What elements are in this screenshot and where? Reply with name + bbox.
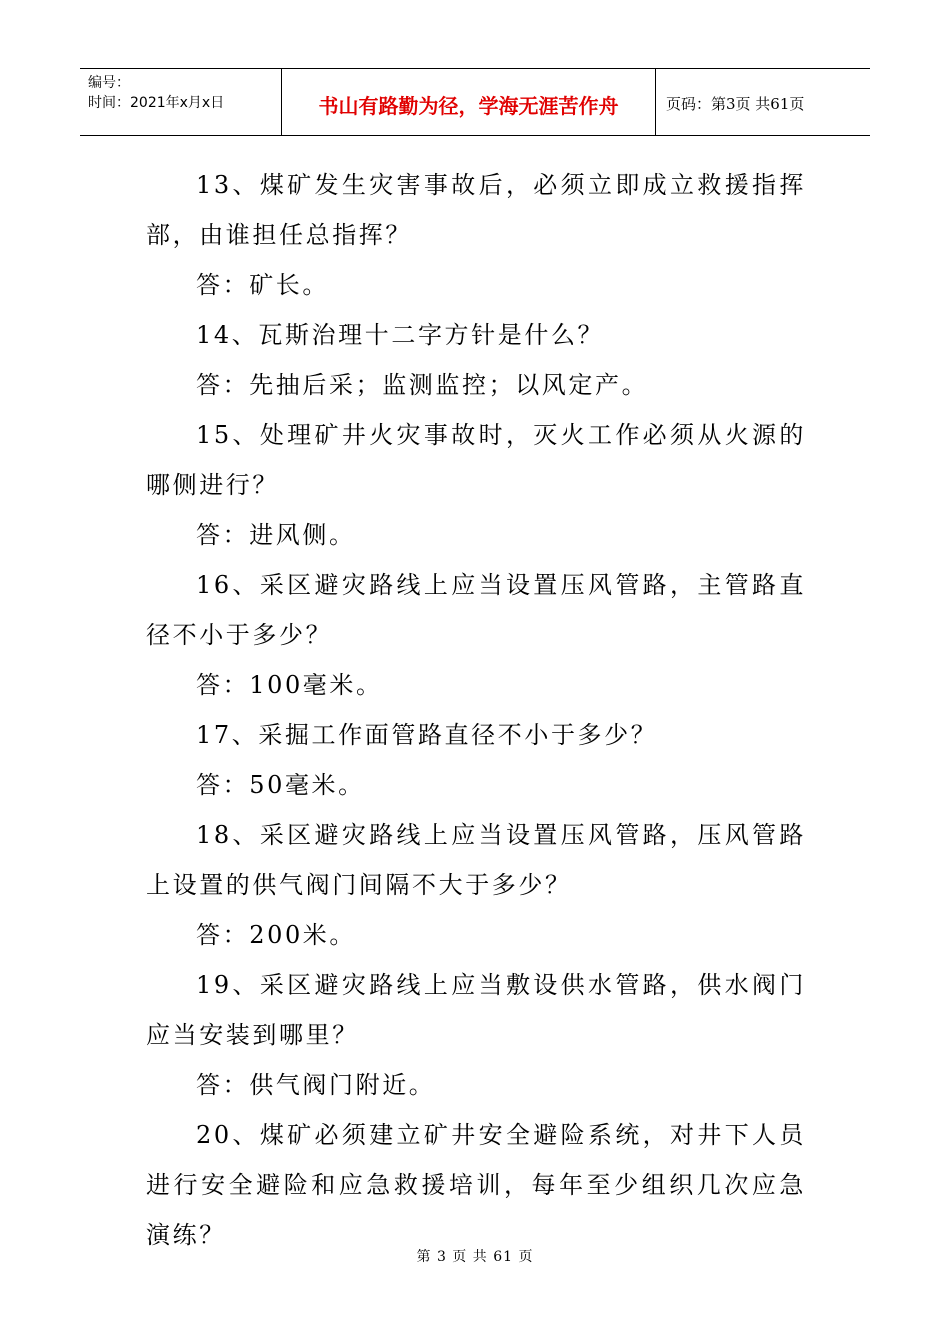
paragraph-question-20: 20、煤矿必须建立矿井安全避险系统，对井下人员进行安全避险和应急救援培训，每年至少组织几次应急演练？ — [146, 1121, 806, 1249]
header-page-info: 页码：第3页 共61页 — [666, 94, 805, 113]
paragraph-question-18: 18、采区避灾路线上应当设置压风管路，压风管路上设置的供气阀门间隔不大于多少？ — [146, 821, 806, 899]
paragraph-answer-18: 答：200米。 — [196, 921, 357, 949]
paragraph-question-19: 19、采区避灾路线上应当敷设供水管路，供水阀门应当安装到哪里？ — [146, 971, 806, 1049]
document-number-label: 编号： — [88, 75, 130, 91]
paragraph-answer-14: 答：先抽后采；监测监控；以风定产。 — [196, 371, 649, 399]
paragraph-question-13: 13、煤矿发生灾害事故后，必须立即成立救援指挥部，由谁担任总指挥？ — [146, 171, 806, 249]
paragraph-answer-17: 答：50毫米。 — [196, 771, 365, 799]
paragraph-answer-15: 答：进风侧。 — [196, 521, 356, 549]
document-header — [80, 68, 870, 136]
paragraph-question-16: 16、采区避灾路线上应当设置压风管路，主管路直径不小于多少？ — [146, 571, 806, 649]
paragraph-question-17: 17、采掘工作面管路直径不小于多少？ — [196, 721, 658, 749]
paragraph-answer-13: 答：矿长。 — [196, 271, 329, 299]
paragraph-answer-16: 答：100毫米。 — [196, 671, 383, 699]
document-time-label: 时间：2021年x月x日 — [88, 95, 225, 111]
paragraph-answer-19: 答：供气阀门附近。 — [196, 1071, 436, 1099]
paragraph-question-15: 15、处理矿井火灾事故时，灭火工作必须从火源的哪侧进行？ — [146, 421, 806, 499]
page-footer: 第 3 页 共 61 页 — [416, 1249, 534, 1265]
header-meta-cell — [80, 69, 282, 135]
document-body — [146, 160, 806, 1260]
header-motto: 书山有路勤为径，学海无涯苦作舟 — [282, 69, 656, 135]
paragraph-question-14: 14、瓦斯治理十二字方针是什么？ — [196, 321, 605, 349]
